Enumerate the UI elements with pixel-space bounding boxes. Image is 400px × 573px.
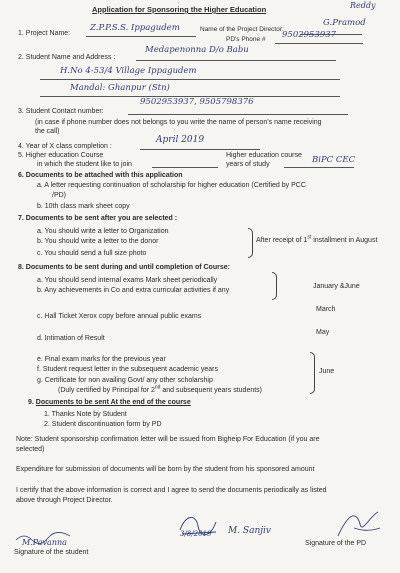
section-7-heading: 7. Documents to be sent after you are selected : — [18, 215, 178, 222]
years-label-1: Higher education course — [226, 152, 302, 159]
pd-signature-label: Signature of the PD — [305, 540, 367, 547]
section-6a: a. A letter requesting continuation of scholarship for higher education (Certified by PCC — [37, 182, 306, 189]
student-signed-name: M.Pavanna — [22, 538, 67, 547]
x-year-label: 4. Year of X class completion : — [18, 143, 112, 150]
student-name-underline — [136, 60, 336, 61]
section-6-heading: 6. Documents to be attached with this application — [18, 172, 183, 179]
contact-underline — [128, 114, 348, 115]
course-label-1: 5. Higher education Course — [18, 152, 104, 159]
section-8c-note: March — [316, 306, 336, 313]
section-8b-note: January &June — [313, 283, 360, 290]
address-underline-1 — [40, 79, 340, 80]
contact-phone-value: 9502953937, 9505798376 — [140, 97, 254, 107]
section-8g-cont: (Duly certified by Principal for 2nd and subsequent years students) — [58, 384, 263, 394]
project-name-underline — [86, 36, 196, 37]
page-title: Application for Sponsoring the Higher Education — [92, 5, 267, 14]
note-line-1: Note: Student sponsorship confirmation letter will be issued from Bigheip For Education (if you are — [16, 436, 320, 443]
director-label: Name of the Project Director: — [200, 26, 284, 33]
address-line-1: H.No 4-53/4 Village Ippagudem — [60, 66, 197, 76]
section-8f: f. Student request letter in the subsequent academic years — [37, 366, 218, 373]
section-8e: e. Final exam marks for the previous year — [37, 356, 166, 363]
project-name-label: 1. Project Name: — [18, 30, 71, 37]
section-7-note: After receipt of 1st installment in August — [256, 234, 378, 244]
contact-note-2: the call) — [35, 128, 60, 135]
certify-line-2: above through Project Director. — [16, 497, 113, 504]
section-9-item-2: 2. Student discontinuation form by PD — [44, 421, 162, 428]
section-8-heading: 8. Documents to be sent during and until completion of Course: — [18, 264, 230, 271]
student-name-label: 2. Student Name and Address : — [18, 54, 116, 61]
expenditure-note: Expenditure for submission of documents will be born by the student from his sponsored amount — [16, 466, 315, 473]
pd-phone-underline — [275, 43, 363, 44]
course-underline — [152, 167, 218, 168]
section-8-june: June — [319, 368, 335, 375]
section-9-item-1: 1. Thanks Note by Student — [44, 411, 127, 418]
contact-label: 3. Student Contact number: — [18, 108, 104, 115]
section-9-title: Documents to be sent At the end of the course — [35, 399, 191, 406]
note-line-2: selected) — [16, 446, 45, 453]
section-8efg-brace — [310, 352, 315, 394]
student-signature-label: Signature of the student — [14, 549, 89, 556]
signature-date: 3/8/2019 — [180, 530, 212, 538]
pd-signature-scribble — [334, 508, 384, 542]
section-8g: g. Certificate for non availing Govt/ any other scholarship — [37, 377, 213, 384]
contact-note-1: (in case if phone number does not belongs to you write the name of person's name receiving — [35, 119, 322, 126]
student-signature-flourish — [14, 530, 74, 544]
section-9-heading: 9. Documents to be sent At the end of the course — [28, 399, 191, 406]
section-8a: a. You should send internal exams Mark sheet periodically — [37, 277, 218, 284]
project-name-value: Z.P.P.S.S. Ippagudem — [90, 23, 180, 33]
course-value: BiPC CEC — [312, 155, 356, 165]
section-8ab-brace — [272, 272, 277, 300]
address-line-2: Mandal: Ghanpur (Stn) — [70, 83, 170, 93]
section-6b: b. 10th class mark sheet copy — [37, 203, 130, 210]
corner-note: Reddy — [350, 1, 376, 10]
director-name-value: G.Pramod — [323, 18, 366, 28]
pd-signed-name: M. Sanjiv — [228, 526, 272, 536]
section-7-brace — [248, 228, 253, 258]
section-7b: b. You should write a letter to the donor — [37, 238, 159, 245]
section-8b: b. Any achievements in Co and extra curricular activities if any — [37, 287, 230, 294]
years-label-2: years of study — [226, 161, 270, 168]
pd-phone-value: 9502953937 — [282, 30, 337, 40]
section-7a: a. You should write a letter to Organization — [37, 228, 169, 235]
section-8c: c. Hall Ticket Xerox copy before annual public exams — [37, 313, 202, 320]
years-underline — [284, 167, 354, 168]
section-8d-note: May — [316, 329, 330, 336]
x-year-value: April 2019 — [156, 135, 205, 145]
pd-phone-label: PD's Phone # — [226, 36, 266, 43]
x-year-underline — [140, 149, 260, 150]
student-name-value: Medapenonna D/o Babu — [145, 45, 249, 55]
section-6a-cont: /PD) — [52, 192, 66, 199]
section-8d: d. Intimation of Result — [37, 335, 105, 342]
certify-line-1: I certify that the above information is correct and I agree to send the documents periodically as listed — [16, 487, 327, 494]
section-7c: c. You should send a full size photo — [37, 250, 147, 257]
course-label-2: in which the student like to join — [37, 161, 132, 168]
